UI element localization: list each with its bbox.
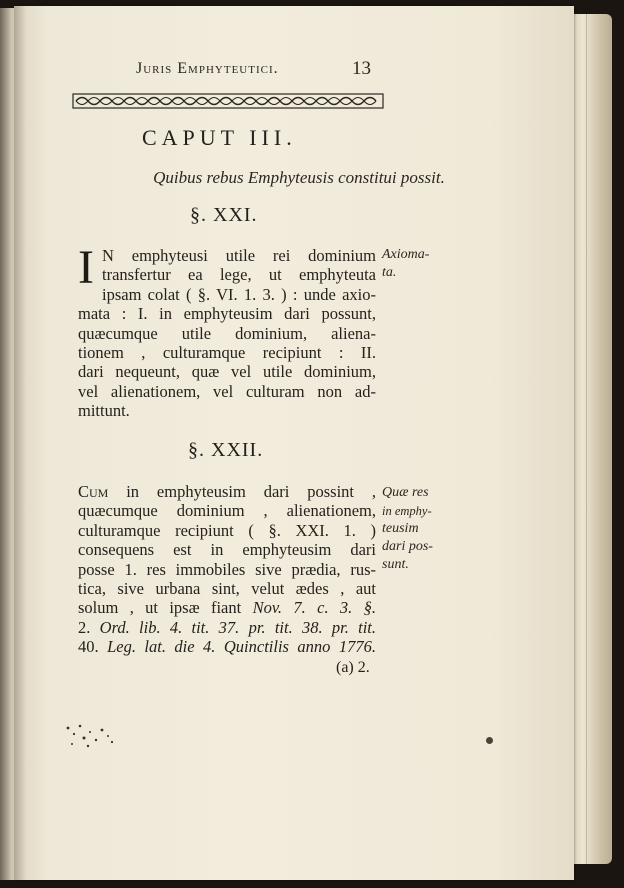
margin-note-line: teusim — [382, 521, 419, 536]
paragraph-xxii — [78, 482, 376, 657]
text-line: N emphyteusi utile rei dominium — [101, 246, 376, 265]
margin-note-axiomata — [382, 246, 466, 282]
margin-note-line: ta. — [382, 265, 397, 280]
text-line: ipsam colat ( §. VI. 1. 3. ) : unde axio- — [101, 284, 376, 304]
text-line: tionem , culturamque recipiunt : II. — [78, 343, 376, 363]
gutter-shadow — [14, 6, 26, 880]
text-line: posse 1. res immobiles sive prædia, rus- — [78, 559, 376, 579]
citation-ordinance: Ord. lib. 4. tit. 37. pr. tit. 38. pr. tit. — [99, 617, 376, 637]
text-line: 2. Ord. lib. 4. tit. 37. pr. tit. 38. pr. tit. — [78, 617, 376, 637]
chapter-subtitle: Quibus rebus Emphyteusis constitui possit. — [153, 168, 445, 187]
citation-law: Leg. lat. die 4. Quinctilis anno 1776. — [107, 637, 376, 657]
text-line: mata : I. in emphyteusim dari possunt, — [78, 304, 376, 324]
text-line: quæcumque utile dominium, aliena- — [78, 323, 376, 343]
first-word: Cum — [78, 482, 109, 501]
margin-note-line: in emphy- — [382, 504, 432, 518]
margin-note-quae-res — [382, 484, 466, 574]
margin-note-line: sunt. — [382, 557, 409, 572]
text-line: transfertur ea lege, ut emphyteuta — [101, 265, 376, 285]
text-line: tica, sive urbana sint, velut ædes , aut — [78, 579, 376, 599]
drop-capital: I — [78, 241, 94, 294]
margin-note-line: dari pos- — [382, 539, 433, 554]
page-number: 13 — [352, 58, 371, 79]
citation-novella: Nov. 7. c. 3. §. — [252, 598, 377, 618]
section-heading-xxi: §. XXI. — [190, 204, 258, 226]
running-head: Juris Emphyteutici. — [136, 60, 279, 77]
section-heading-xxii: §. XXII. — [188, 439, 264, 461]
chapter-title: CAPUT III. — [142, 125, 297, 150]
text-line: vel alienationem, vel culturam non ad- — [78, 381, 376, 401]
catchword: (a) 2. — [336, 659, 370, 676]
text-line: dari nequeunt, quæ vel utile dominium, — [78, 362, 376, 382]
text-line: culturamque recipiunt ( §. XXI. 1. ) — [78, 520, 376, 540]
text-line: 40. Leg. lat. die 4. Quinctilis anno 1776. — [78, 637, 376, 657]
ink-dot — [486, 737, 493, 744]
margin-note-line: Axioma- — [382, 247, 430, 262]
text-line: Cum in emphyteusim dari possint , — [78, 482, 376, 501]
text-line: mittunt. — [78, 401, 130, 421]
margin-note-line: Quæ res — [382, 485, 429, 500]
paragraph-xxi — [78, 241, 376, 421]
ink-specks — [62, 716, 122, 756]
ornament-rule — [72, 93, 384, 109]
text-line: solum , ut ipsæ fiant Nov. 7. c. 3. §. — [78, 598, 377, 618]
text-line: quæcumque dominium , alienationem, — [78, 501, 376, 521]
text-line: consequens est in emphyteusim dari — [78, 540, 376, 560]
